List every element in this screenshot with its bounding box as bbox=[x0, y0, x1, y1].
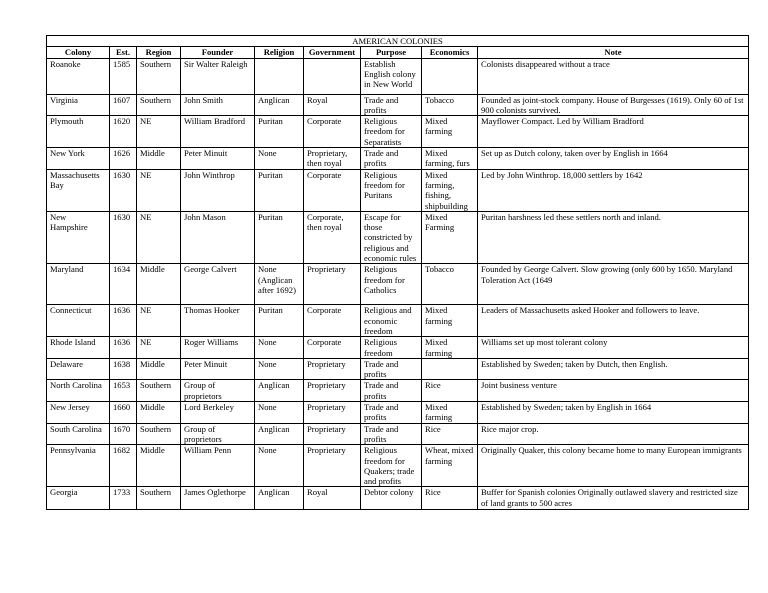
col-header-region: Region bbox=[137, 47, 181, 58]
cell-government: Corporate bbox=[304, 337, 361, 359]
cell-purpose: Trade and profits bbox=[361, 148, 422, 170]
cell-colony: Delaware bbox=[47, 358, 110, 380]
cell-economics: Rice bbox=[422, 423, 478, 445]
cell-note: Established by Sweden; taken by Dutch, then English. bbox=[478, 358, 749, 380]
table-row bbox=[47, 487, 749, 510]
cell-region: Middle bbox=[137, 358, 181, 380]
cell-religion: Puritan bbox=[255, 116, 304, 148]
cell-founder: William Penn bbox=[181, 445, 255, 487]
cell-region: NE bbox=[137, 211, 181, 263]
cell-est: 1682 bbox=[110, 445, 137, 487]
cell-est: 1585 bbox=[110, 58, 137, 94]
cell-purpose: Religious and economic freedom bbox=[361, 305, 422, 337]
cell-est: 1733 bbox=[110, 487, 137, 510]
cell-colony: Massachusetts Bay bbox=[47, 169, 110, 211]
cell-est: 1630 bbox=[110, 211, 137, 263]
cell-economics: Mixed farming bbox=[422, 337, 478, 359]
cell-government: Proprietary bbox=[304, 423, 361, 445]
col-header-founder: Founder bbox=[181, 47, 255, 58]
cell-economics: Tobacco bbox=[422, 94, 478, 116]
cell-purpose: Establish English colony in New World bbox=[361, 58, 422, 94]
table-row bbox=[47, 211, 749, 263]
cell-est: 1638 bbox=[110, 358, 137, 380]
cell-region: Southern bbox=[137, 380, 181, 402]
cell-founder: William Bradford bbox=[181, 116, 255, 148]
col-header-economics: Economics bbox=[422, 47, 478, 58]
cell-founder: John Smith bbox=[181, 94, 255, 116]
cell-note: Founded as joint-stock company. House of Burgesses (1619). Only 60 of 1st 900 colonists survived. bbox=[478, 94, 749, 116]
cell-economics bbox=[422, 358, 478, 380]
cell-region: Southern bbox=[137, 94, 181, 116]
cell-religion: Puritan bbox=[255, 169, 304, 211]
cell-government: Proprietary bbox=[304, 445, 361, 487]
cell-region: Southern bbox=[137, 58, 181, 94]
cell-government: Proprietary bbox=[304, 358, 361, 380]
table-row bbox=[47, 423, 749, 445]
cell-founder: Group of proprietors bbox=[181, 380, 255, 402]
cell-purpose: Religious freedom for Quakers; trade and profits bbox=[361, 445, 422, 487]
cell-region: NE bbox=[137, 116, 181, 148]
cell-religion: Puritan bbox=[255, 305, 304, 337]
cell-purpose: Trade and profits bbox=[361, 380, 422, 402]
cell-economics: Mixed farming, furs bbox=[422, 148, 478, 170]
cell-government: Royal bbox=[304, 487, 361, 510]
table-row bbox=[47, 148, 749, 170]
cell-purpose: Trade and profits bbox=[361, 94, 422, 116]
cell-economics: Rice bbox=[422, 380, 478, 402]
cell-government: Corporate bbox=[304, 305, 361, 337]
cell-government: Corporate bbox=[304, 169, 361, 211]
table-row bbox=[47, 337, 749, 359]
cell-founder: James Oglethorpe bbox=[181, 487, 255, 510]
cell-economics: Wheat, mixed farming bbox=[422, 445, 478, 487]
cell-note: Led by John Winthrop. 18,000 settlers by 1642 bbox=[478, 169, 749, 211]
cell-government bbox=[304, 58, 361, 94]
cell-founder: John Mason bbox=[181, 211, 255, 263]
col-header-colony: Colony bbox=[47, 47, 110, 58]
cell-colony: Connecticut bbox=[47, 305, 110, 337]
cell-purpose: Trade and profits bbox=[361, 358, 422, 380]
cell-economics: Mixed farming bbox=[422, 116, 478, 148]
cell-founder: Thomas Hooker bbox=[181, 305, 255, 337]
cell-note: Founded by George Calvert. Slow growing (only 600 by 1650. Maryland Toleration Act (1649 bbox=[478, 264, 749, 305]
cell-colony: Pennsylvania bbox=[47, 445, 110, 487]
cell-note: Williams set up most tolerant colony bbox=[478, 337, 749, 359]
cell-note: Originally Quaker, this colony became home to many European immigrants bbox=[478, 445, 749, 487]
cell-religion: None bbox=[255, 358, 304, 380]
cell-est: 1636 bbox=[110, 337, 137, 359]
cell-purpose: Religious freedom for Puritans bbox=[361, 169, 422, 211]
cell-note: Established by Sweden; taken by English in 1664 bbox=[478, 402, 749, 424]
cell-religion: Anglican bbox=[255, 380, 304, 402]
cell-colony: South Carolina bbox=[47, 423, 110, 445]
cell-note: Joint business venture bbox=[478, 380, 749, 402]
cell-est: 1670 bbox=[110, 423, 137, 445]
cell-colony: New Jersey bbox=[47, 402, 110, 424]
cell-purpose: Religious freedom for Separatists bbox=[361, 116, 422, 148]
cell-colony: New Hampshire bbox=[47, 211, 110, 263]
table-row bbox=[47, 264, 749, 305]
cell-region: NE bbox=[137, 337, 181, 359]
cell-religion: Anglican bbox=[255, 94, 304, 116]
cell-note: Rice major crop. bbox=[478, 423, 749, 445]
cell-religion bbox=[255, 58, 304, 94]
cell-est: 1636 bbox=[110, 305, 137, 337]
cell-note: Mayflower Compact. Led by William Bradford bbox=[478, 116, 749, 148]
cell-colony: Roanoke bbox=[47, 58, 110, 94]
cell-founder: Lord Berkeley bbox=[181, 402, 255, 424]
col-header-purpose: Purpose bbox=[361, 47, 422, 58]
cell-religion: Anglican bbox=[255, 423, 304, 445]
table-row bbox=[47, 402, 749, 424]
cell-est: 1620 bbox=[110, 116, 137, 148]
cell-colony: Rhode Island bbox=[47, 337, 110, 359]
cell-note: Set up as Dutch colony, taken over by English in 1664 bbox=[478, 148, 749, 170]
cell-region: Middle bbox=[137, 264, 181, 305]
cell-economics: Tobacco bbox=[422, 264, 478, 305]
table-row bbox=[47, 94, 749, 116]
table-row bbox=[47, 169, 749, 211]
cell-economics: Mixed farming, fishing, shipbuilding bbox=[422, 169, 478, 211]
col-header-religion: Religion bbox=[255, 47, 304, 58]
cell-colony: Virginia bbox=[47, 94, 110, 116]
cell-economics: Mixed farming bbox=[422, 305, 478, 337]
cell-region: Middle bbox=[137, 445, 181, 487]
cell-est: 1607 bbox=[110, 94, 137, 116]
cell-colony: New York bbox=[47, 148, 110, 170]
cell-founder: John Winthrop bbox=[181, 169, 255, 211]
table-row bbox=[47, 116, 749, 148]
table-row bbox=[47, 380, 749, 402]
col-header-government: Government bbox=[304, 47, 361, 58]
cell-region: NE bbox=[137, 169, 181, 211]
cell-est: 1630 bbox=[110, 169, 137, 211]
cell-religion: None bbox=[255, 337, 304, 359]
cell-region: Middle bbox=[137, 402, 181, 424]
cell-colony: Maryland bbox=[47, 264, 110, 305]
cell-est: 1626 bbox=[110, 148, 137, 170]
cell-purpose: Religious freedom bbox=[361, 337, 422, 359]
cell-purpose: Trade and profits bbox=[361, 423, 422, 445]
cell-founder: Peter Minuit bbox=[181, 148, 255, 170]
cell-government: Proprietary, then royal bbox=[304, 148, 361, 170]
table-row bbox=[47, 58, 749, 94]
cell-colony: Plymouth bbox=[47, 116, 110, 148]
col-header-note: Note bbox=[478, 47, 749, 58]
cell-government: Proprietary bbox=[304, 264, 361, 305]
table-row bbox=[47, 305, 749, 337]
cell-economics: Mixed farming bbox=[422, 402, 478, 424]
cell-religion: Puritan bbox=[255, 211, 304, 263]
cell-religion: None bbox=[255, 445, 304, 487]
header-row bbox=[47, 47, 749, 58]
cell-government: Proprietary bbox=[304, 402, 361, 424]
cell-est: 1653 bbox=[110, 380, 137, 402]
cell-purpose: Trade and profits bbox=[361, 402, 422, 424]
cell-purpose: Religious freedom for Catholics bbox=[361, 264, 422, 305]
cell-government: Corporate bbox=[304, 116, 361, 148]
cell-note: Buffer for Spanish colonies Originally outlawed slavery and restricted size of land grants to 500 acres bbox=[478, 487, 749, 510]
col-header-est: Est. bbox=[110, 47, 137, 58]
colonies-table bbox=[46, 35, 749, 510]
cell-est: 1634 bbox=[110, 264, 137, 305]
cell-purpose: Escape for those constricted by religious and economic rules bbox=[361, 211, 422, 263]
table-row bbox=[47, 358, 749, 380]
cell-purpose: Debtor colony bbox=[361, 487, 422, 510]
cell-est: 1660 bbox=[110, 402, 137, 424]
cell-note: Colonists disappeared without a trace bbox=[478, 58, 749, 94]
cell-religion: Anglican bbox=[255, 487, 304, 510]
cell-region: NE bbox=[137, 305, 181, 337]
cell-government: Royal bbox=[304, 94, 361, 116]
cell-founder: Peter Minuit bbox=[181, 358, 255, 380]
cell-region: Southern bbox=[137, 423, 181, 445]
cell-founder: Sir Walter Raleigh bbox=[181, 58, 255, 94]
cell-note: Leaders of Massachusetts asked Hooker and followers to leave. bbox=[478, 305, 749, 337]
cell-founder: Roger Williams bbox=[181, 337, 255, 359]
cell-region: Southern bbox=[137, 487, 181, 510]
cell-economics bbox=[422, 58, 478, 94]
cell-religion: None (Anglican after 1692) bbox=[255, 264, 304, 305]
cell-colony: North Carolina bbox=[47, 380, 110, 402]
cell-founder: Group of proprietors bbox=[181, 423, 255, 445]
cell-economics: Mixed Farming bbox=[422, 211, 478, 263]
table-row bbox=[47, 445, 749, 487]
cell-region: Middle bbox=[137, 148, 181, 170]
cell-religion: None bbox=[255, 402, 304, 424]
cell-government: Corporate, then royal bbox=[304, 211, 361, 263]
cell-religion: None bbox=[255, 148, 304, 170]
cell-founder: George Calvert bbox=[181, 264, 255, 305]
table-title: AMERICAN COLONIES bbox=[47, 36, 749, 47]
cell-government: Proprietary bbox=[304, 380, 361, 402]
cell-economics: Rice bbox=[422, 487, 478, 510]
cell-note: Puritan harshness led these settlers north and inland. bbox=[478, 211, 749, 263]
cell-colony: Georgia bbox=[47, 487, 110, 510]
